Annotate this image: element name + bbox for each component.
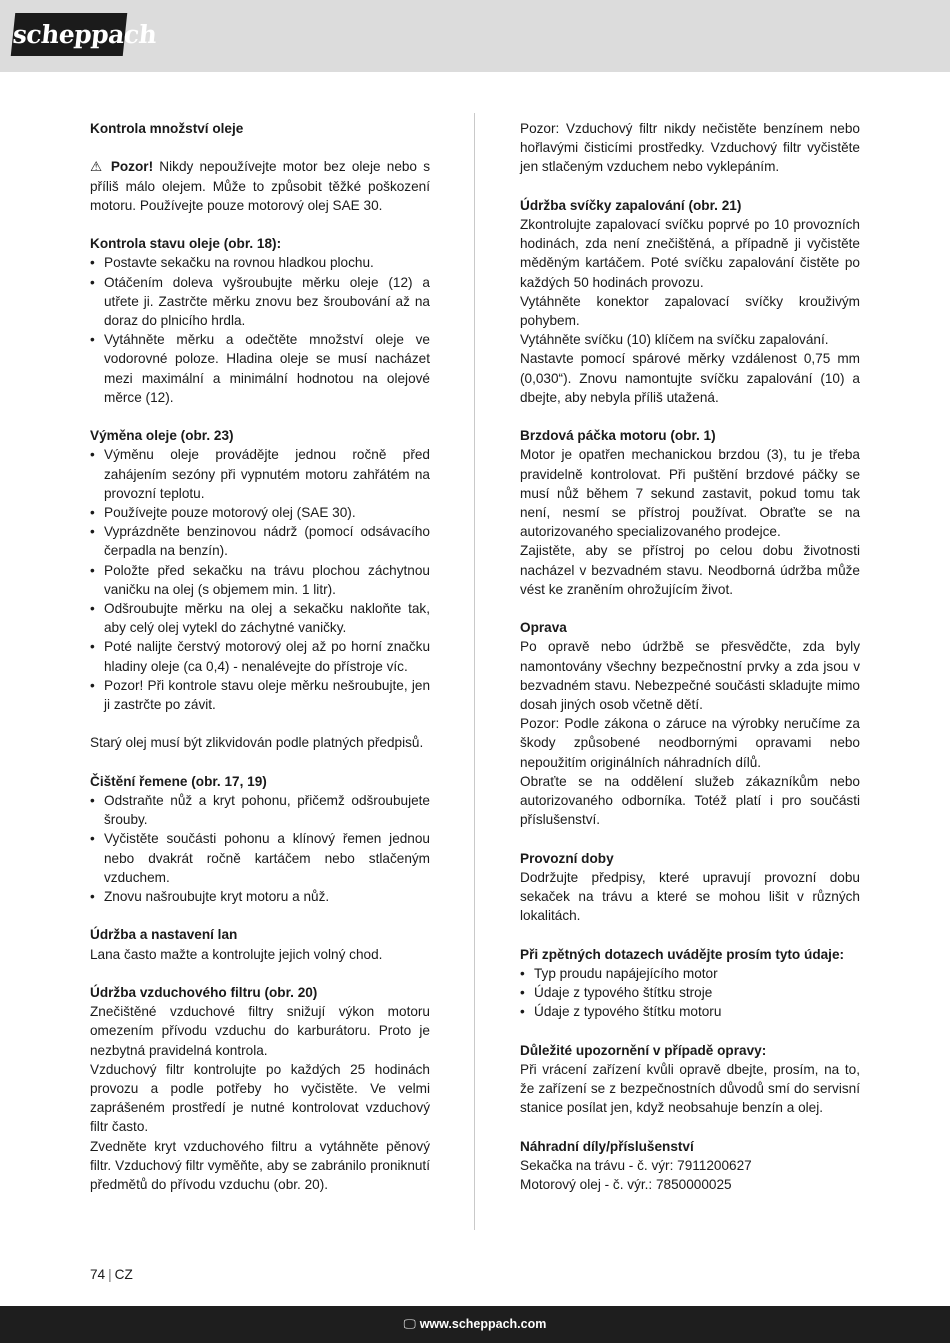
warning-text: Nikdy nepoužívejte motor bez oleje nebo s příliš málo olejem. Může to způsobit těžké poškození motoru. Používejte pouze motorový olej SAE 30.: [90, 159, 430, 213]
section-heading: Náhradní díly/příslušenství: [520, 1138, 694, 1154]
section-heading: Údržba svíčky zapalování (obr. 21): [520, 197, 742, 213]
footer-band: [0, 1306, 950, 1343]
language-code: CZ: [114, 1267, 133, 1282]
list-item: • Poté nalijte čerstvý motorový olej až po horní značku hladiny oleje (ca 0,4) - nenalévejte do přístroje víc.: [90, 637, 430, 675]
warning-triangle-icon: ⚠: [90, 159, 111, 175]
list-item: • Otáčením doleva vyšroubujte měrku oleje (12) a utřete ji. Zastrčte měrku znovu bez šroubování až na doraz do plnicího hrdla.: [90, 273, 430, 331]
body-paragraph: Starý olej musí být zlikvidován podle platných předpisů.: [90, 735, 424, 751]
warning-paragraph: [90, 157, 430, 215]
bullet-list: [90, 791, 430, 906]
list-item: • Postavte sekačku na rovnou hladkou plochu.: [90, 253, 430, 272]
body-paragraph: Lana často mažte a kontrolujte jejich volný chod.: [90, 946, 383, 962]
scheppach-logo: scheppach: [11, 13, 128, 56]
section-heading: Kontrola množství oleje: [90, 121, 244, 136]
monitor-icon: 🖵: [403, 1317, 416, 1331]
list-item: • Položte před sekačku na trávu plochou záchytnou vaničku na olej (s objemem min. 1 litr).: [90, 561, 430, 599]
list-item: • Odstraňte nůž a kryt pohonu, přičemž odšroubujete šrouby.: [90, 791, 430, 829]
block-spacer: [90, 138, 430, 157]
block-spacer: [90, 906, 430, 925]
body-paragraph: Dodržujte předpisy, které upravují provozní dobu sekaček na trávu a které se mohou lišit v různých lokalitách.: [520, 869, 860, 924]
body-paragraph: Znečištěné vzduchové filtry snižují výkon motoru omezením přívodu vzduchu do karburátoru. Proto je nezbytná pravidelná kontrola.: [90, 1004, 430, 1058]
block-spacer: [520, 829, 860, 848]
list-item: • Znovu našroubujte kryt motoru a nůž.: [90, 887, 430, 906]
block-spacer: [90, 215, 430, 234]
body-paragraph: Sekačka na trávu - č. výr: 7911200627: [520, 1157, 752, 1173]
header-band: [0, 0, 950, 72]
bullet-list: [90, 253, 430, 407]
section-heading: Čištění řemene (obr. 17, 19): [90, 773, 267, 789]
block-spacer: [520, 599, 860, 618]
list-item: • Údaje z typového štítku motoru: [520, 1002, 860, 1021]
block-spacer: [520, 925, 860, 944]
block-spacer: [90, 964, 430, 983]
website-url[interactable]: www.scheppach.com: [419, 1317, 547, 1331]
section-heading: Údržba vzduchového filtru (obr. 20): [90, 985, 318, 1001]
list-item: • Vyčistěte součásti pohonu a klínový řemen jednou nebo dvakrát ročně kartáčem nebo stlačeným vzduchem.: [90, 829, 430, 887]
body-paragraph: Vytáhněte svíčku (10) klíčem na svíčku zapalování.: [520, 332, 829, 348]
page-number-footer: [90, 1265, 133, 1284]
page-number: 74: [90, 1267, 106, 1282]
left-column: [90, 119, 430, 1194]
list-item: • Typ proudu napájejícího motor: [520, 964, 860, 983]
section-heading: Důležité upozornění v případě opravy:: [520, 1042, 767, 1058]
section-heading: Kontrola stavu oleje (obr. 18):: [90, 236, 282, 252]
body-paragraph: Vzduchový filtr kontrolujte po každých 25 hodinách provozu a podle potřeby ho vyčistěte. Ve velmi zaprášeném prostředí je nutné kontrolovat vzduchový filtr často.: [90, 1061, 430, 1135]
list-item: • Vytáhněte měrku a odečtěte množství oleje ve vodorovné poloze. Hladina oleje se musí nacházet mezi maximální a minimální hodnotou na olejové měrce (12).: [90, 330, 430, 407]
block-spacer: [520, 1021, 860, 1040]
block-spacer: [90, 714, 430, 733]
warning-label: Pozor!: [110, 159, 154, 175]
section-heading: Při zpětných dotazech uvádějte prosím tyto údaje:: [520, 946, 845, 962]
body-paragraph: Pozor: Podle zákona o záruce na výrobky neručíme za škody způsobené neodbornými opravami nebo nepoužitím originálních náhradních dílů.: [520, 716, 860, 770]
list-item: • Vyprázdněte benzinovou nádrž (pomocí odsávacího čerpadla na benzín).: [90, 522, 430, 560]
block-spacer: [90, 407, 430, 426]
body-paragraph: Po opravě nebo údržbě se přesvědčte, zda byly namontovány všechny bezpečnostní prvky a zda jsou v bezvadném stavu. Nebezpečné součásti skladujte mimo dosah jiných osob včetně dětí.: [520, 639, 860, 713]
page-footer-separator: |: [108, 1267, 112, 1282]
body-paragraph: Zvedněte kryt vzduchového filtru a vytáhněte pěnový filtr. Vzduchový filtr vyměňte, aby se zabránilo proniknutí předmětů do přívodu vzduchu (obr. 20).: [90, 1138, 430, 1193]
block-spacer: [520, 1117, 860, 1136]
list-item: • Údaje z typového štítku stroje: [520, 983, 860, 1002]
list-item: • Odšroubujte měrku na olej a sekačku nakloňte tak, aby celý olej vytekl do záchytné vaničky.: [90, 599, 430, 637]
body-paragraph: Vytáhněte konektor zapalovací svíčky krouživým pohybem.: [520, 293, 860, 329]
list-item: • Výměnu oleje provádějte jednou ročně před zahájením sezóny při vypnutém motoru zahřátém na provozní teplotu.: [90, 445, 430, 503]
section-heading: Brzdová páčka motoru (obr. 1): [520, 428, 716, 444]
body-paragraph: Motor je opatřen mechanickou brzdou (3), tu je třeba pravidelně kontrolovat. Při puštění brzdové páčky se musí nůž během 7 sekund zastavit, pokud tomu tak není, nesmí se přístroj používat. Obraťte se na autorizovaného specializovaného prodejce.: [520, 447, 860, 540]
bullet-list: [520, 964, 860, 1022]
bullet-list: [90, 445, 430, 714]
block-spacer: [520, 177, 860, 196]
body-paragraph: Zkontrolujte zapalovací svíčku poprvé po 10 provozních hodinách, zda není znečištěná, a případně ji vyčistěte měděným kartáčem. Poté svíčku zapalování čistěte po každých 50 hodinách provozu.: [520, 217, 860, 290]
right-column: [520, 119, 860, 1194]
block-spacer: [520, 407, 860, 426]
section-heading: Provozní doby: [520, 850, 614, 866]
body-paragraph: Při vrácení zařízení kvůli opravě dbejte, prosím, na to, že zařízení se z bezpečnostních důvodů smí do servisní stanice posílat jen, když neobsahuje benzín a olej.: [520, 1061, 860, 1116]
body-paragraph: Zajistěte, aby se přístroj po celou dobu životnosti nacházel v bezvadném stavu. Neodborná údržba může vést ke zraněním ohrožujícím život.: [520, 543, 860, 597]
body-paragraph: Nastavte pomocí spárové měrky vzdálenost 0,75 mm (0,030“). Znovu namontujte svíčku zapalování (10) a dbejte, aby nebyla příliš utažená.: [520, 351, 860, 405]
block-spacer: [90, 753, 430, 772]
section-heading: Údržba a nastavení lan: [90, 927, 238, 943]
body-paragraph: Motorový olej - č. výr.: 7850000025: [520, 1177, 732, 1193]
body-paragraph: Obraťte se na oddělení služeb zákazníkům nebo autorizovaného odborníka. Totéž platí i pro součásti příslušenství.: [520, 773, 860, 828]
body-paragraph: Pozor: Vzduchový filtr nikdy nečistěte benzínem nebo hořlavými čisticími prostředky. Vzduchový filtr vyčistěte jen stlačeným vzduchem nebo vyklepáním.: [520, 121, 860, 175]
section-heading: Oprava: [520, 620, 567, 636]
list-item: • Používejte pouze motorový olej (SAE 30).: [90, 503, 430, 522]
section-heading: Výměna oleje (obr. 23): [90, 428, 234, 444]
column-divider: [474, 113, 475, 1230]
list-item: • Pozor! Při kontrole stavu oleje měrku nešroubujte, jen ji zastrčte po závit.: [90, 676, 430, 714]
